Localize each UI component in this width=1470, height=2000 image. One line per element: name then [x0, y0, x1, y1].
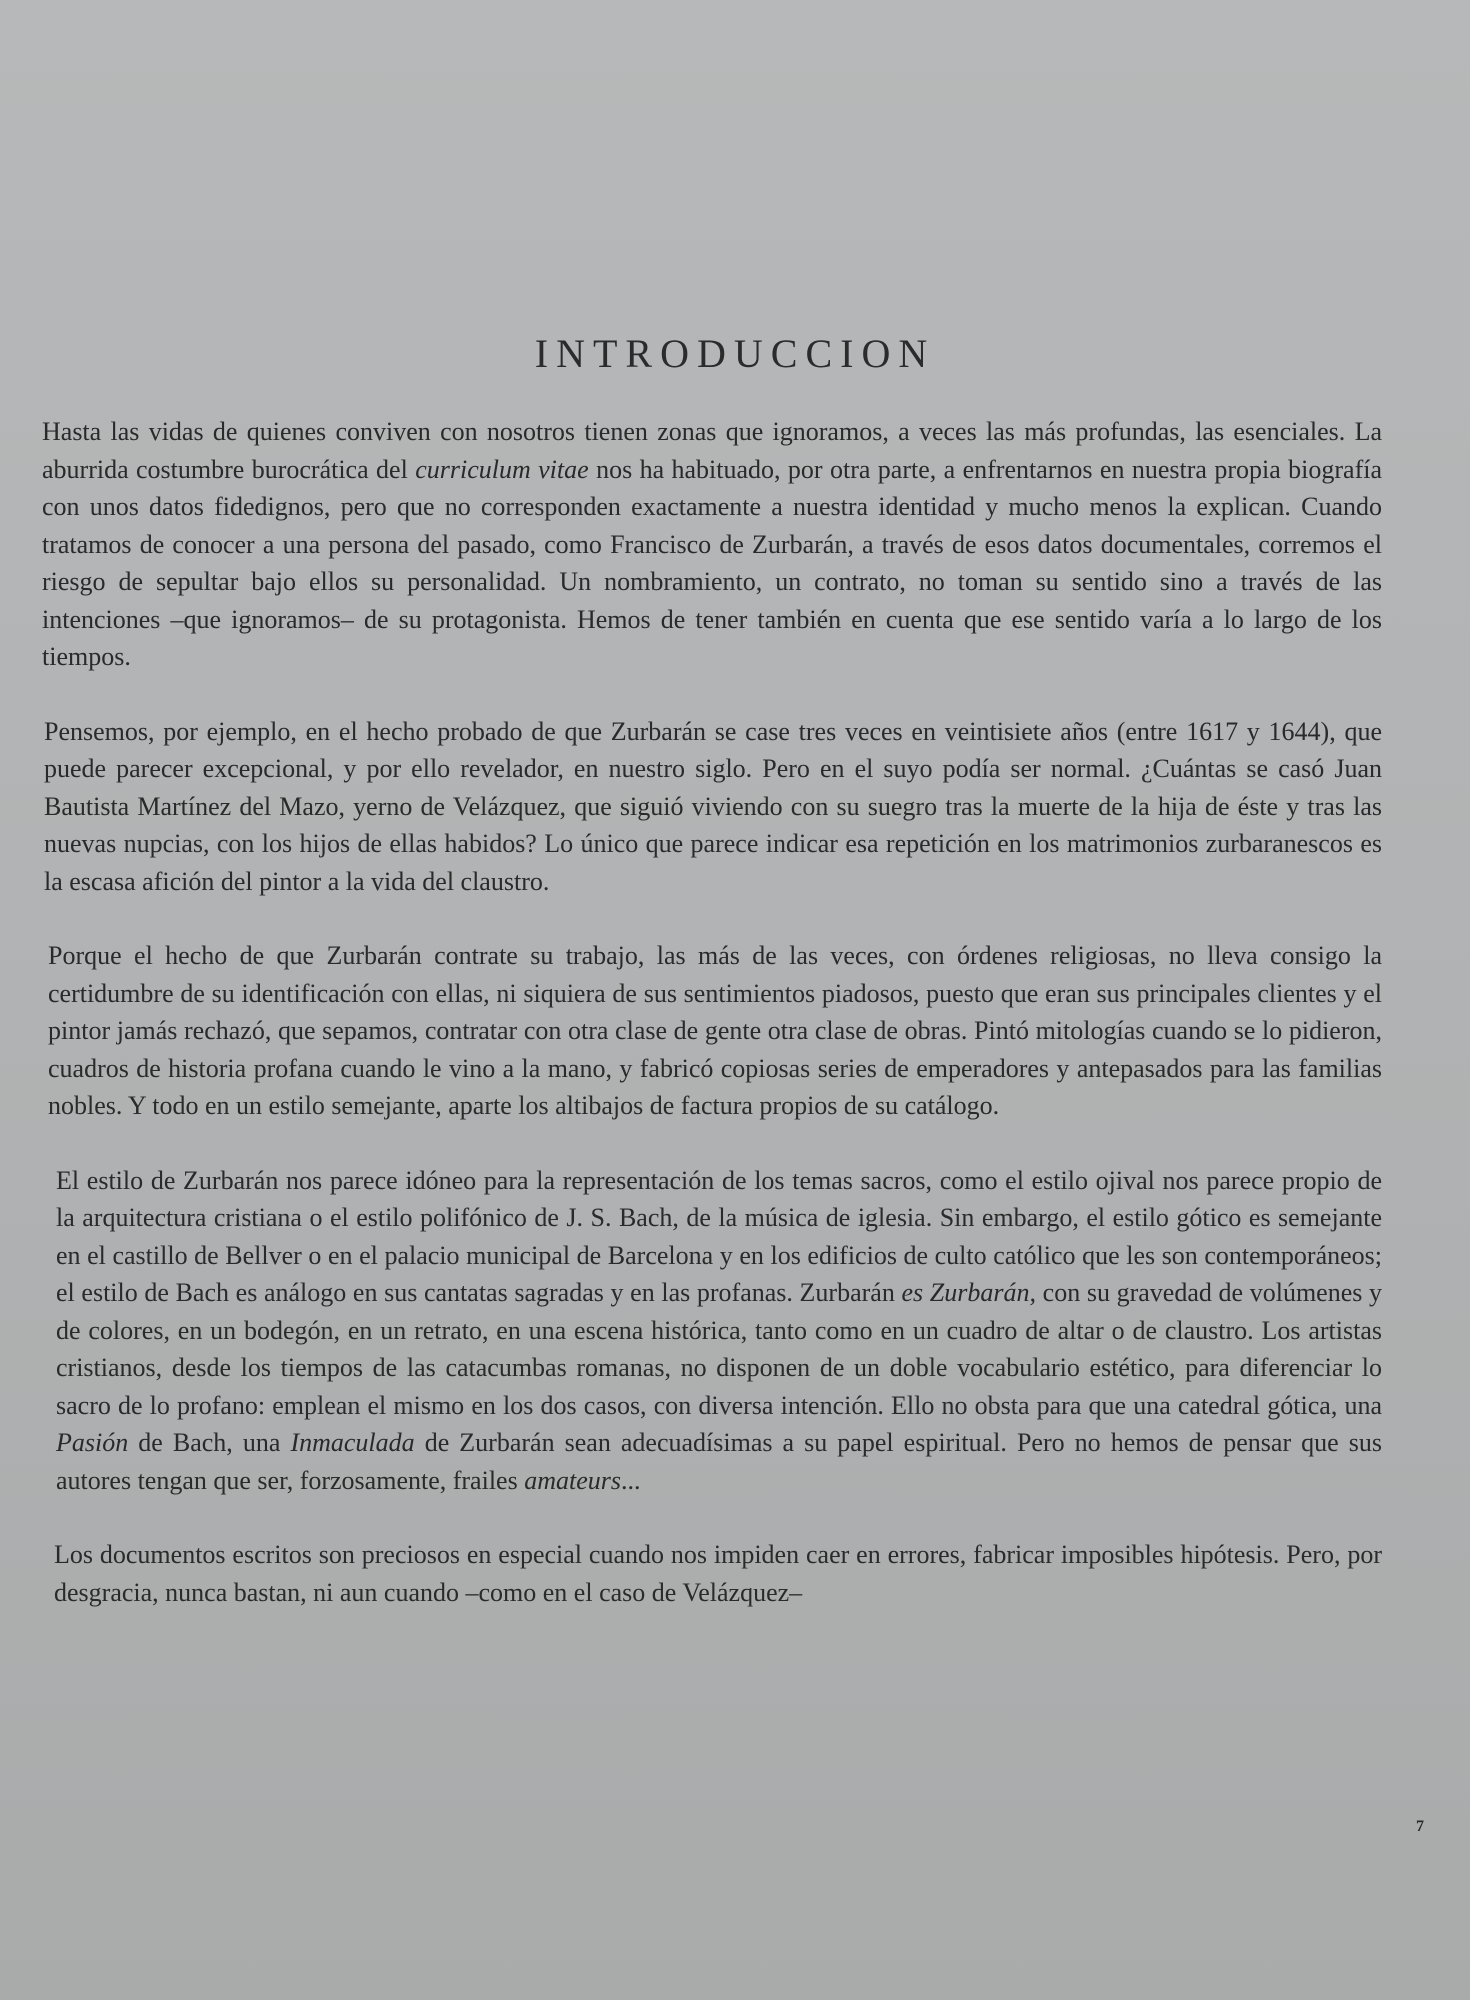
text-segment: de Zurbarán sean adecuadísimas a su papel espiritual. Pero no hemos de pensar que sus autores tengan que ser, forzosamente, frailes [56, 1428, 1382, 1495]
text-segment: Los documentos escritos son preciosos en especial cuando nos impiden caer en errores, fabricar imposibles hipótesis. Pero, por desgracia, nunca bastan, ni aun cuando –como en el caso de Velázquez– [54, 1540, 1382, 1607]
text-segment: nos ha habituado, por otra parte, a enfrentarnos en nuestra propia biografía con unos datos fidedignos, pero que no corresponden exactamente a nuestra identidad y mucho menos la explican. Cuando tratamos de conocer a una persona del pasado, como Francisco de Zurbarán, a través de esos datos documentales, corremos el riesgo de sepultar bajo ellos su personalidad. Un nombramiento, un contrato, no toman su sentido sino a través de las intenciones –que ignoramos– de su protagonista. Hemos de tener también en cuenta que ese sentido varía a lo largo de los tiempos. [42, 454, 1382, 671]
italic-term-curriculum-vitae: curriculum vitae [415, 454, 589, 484]
paragraph-3 [48, 937, 1382, 1125]
page-number: 7 [1416, 1818, 1424, 1835]
text-segment: de Bach, una [128, 1428, 291, 1457]
paragraph-text [56, 1162, 1382, 1500]
paragraph-2 [44, 713, 1382, 901]
italic-term-es-zurbaran: es Zurbarán, [901, 1278, 1036, 1307]
text-segment: ... [620, 1465, 641, 1495]
paragraph-5 [54, 1536, 1382, 1611]
paragraph-text [42, 413, 1382, 676]
paragraph-1 [42, 413, 1382, 676]
italic-term-pasion: Pasión [56, 1428, 129, 1457]
text-segment: con su gravedad de volúmenes y de colores, en un bodegón, en un retrato, en una escena histórica, tanto como en un cuadro de altar o de claustro. Los artistas cristianos, desde los tiempos de las catacumbas romanas, no disponen de un doble vocabulario estético, para diferenciar lo sacro de lo profano: emplean el mismo en los dos casos, con diversa intención. Ello no obsta para que una catedral gótica, una [56, 1278, 1383, 1420]
paragraph-text [44, 713, 1382, 901]
text-segment: El estilo de Zurbarán nos parece idóneo para la representación de los temas sacros, como el estilo ojival nos parece propio de la arquitectura cristiana o el estilo polifónico de J. S. Bach, de la música de iglesia. Sin embargo, el estilo gótico es semejante en el castillo de Bellver o en el palacio municipal de Barcelona y en los edificios de culto católico que les son contemporáneos; el estilo de Bach es análogo en sus cantatas sagradas y en las profanas. Zurbarán [56, 1165, 1382, 1307]
body-text [42, 413, 1382, 1648]
text-segment: Hasta las vidas de quienes conviven con nosotros tienen zonas que ignoramos, a veces las más profundas, las esenciales. La aburrida costumbre burocrática del [42, 417, 1382, 484]
paragraph-text [54, 1536, 1382, 1611]
italic-term-inmaculada: Inmaculada [290, 1428, 415, 1457]
italic-term-amateurs: amateurs [524, 1465, 621, 1495]
text-segment: Pensemos, por ejemplo, en el hecho probado de que Zurbarán se case tres veces en veintisiete años (entre 1617 y 1644), que puede parecer excepcional, y por ello revelador, en nuestro siglo. Pero en el suyo podía ser normal. ¿Cuántas se casó Juan Bautista Martínez del Mazo, yerno de Velázquez, que siguió viviendo con su suegro tras la muerte de la hija de éste y tras las nuevas nupcias, con los hijos de ellas habidos? Lo único que parece indicar esa repetición en los matrimonios zurbaranescos es la escasa afición del pintor a la vida del claustro. [44, 716, 1382, 896]
paragraph-text [48, 937, 1382, 1125]
page-title: INTRODUCCION [534, 331, 936, 376]
text-segment: Porque el hecho de que Zurbarán contrate su trabajo, las más de las veces, con órdenes religiosas, no lleva consigo la certidumbre de su identificación con ellas, ni siquiera de sus sentimientos piadosos, puesto que eran sus principales clientes y el pintor jamás rechazó, que sepamos, contratar con otra clase de gente otra clase de obras. Pintó mitologías cuando se lo pidieron, cuadros de historia profana cuando le vino a la mano, y fabricó copiosas series de emperadores y antepasados para las familias nobles. Y todo en un estilo semejante, aparte los altibajos de factura propios de su catálogo. [48, 941, 1382, 1120]
paragraph-4 [56, 1162, 1382, 1500]
